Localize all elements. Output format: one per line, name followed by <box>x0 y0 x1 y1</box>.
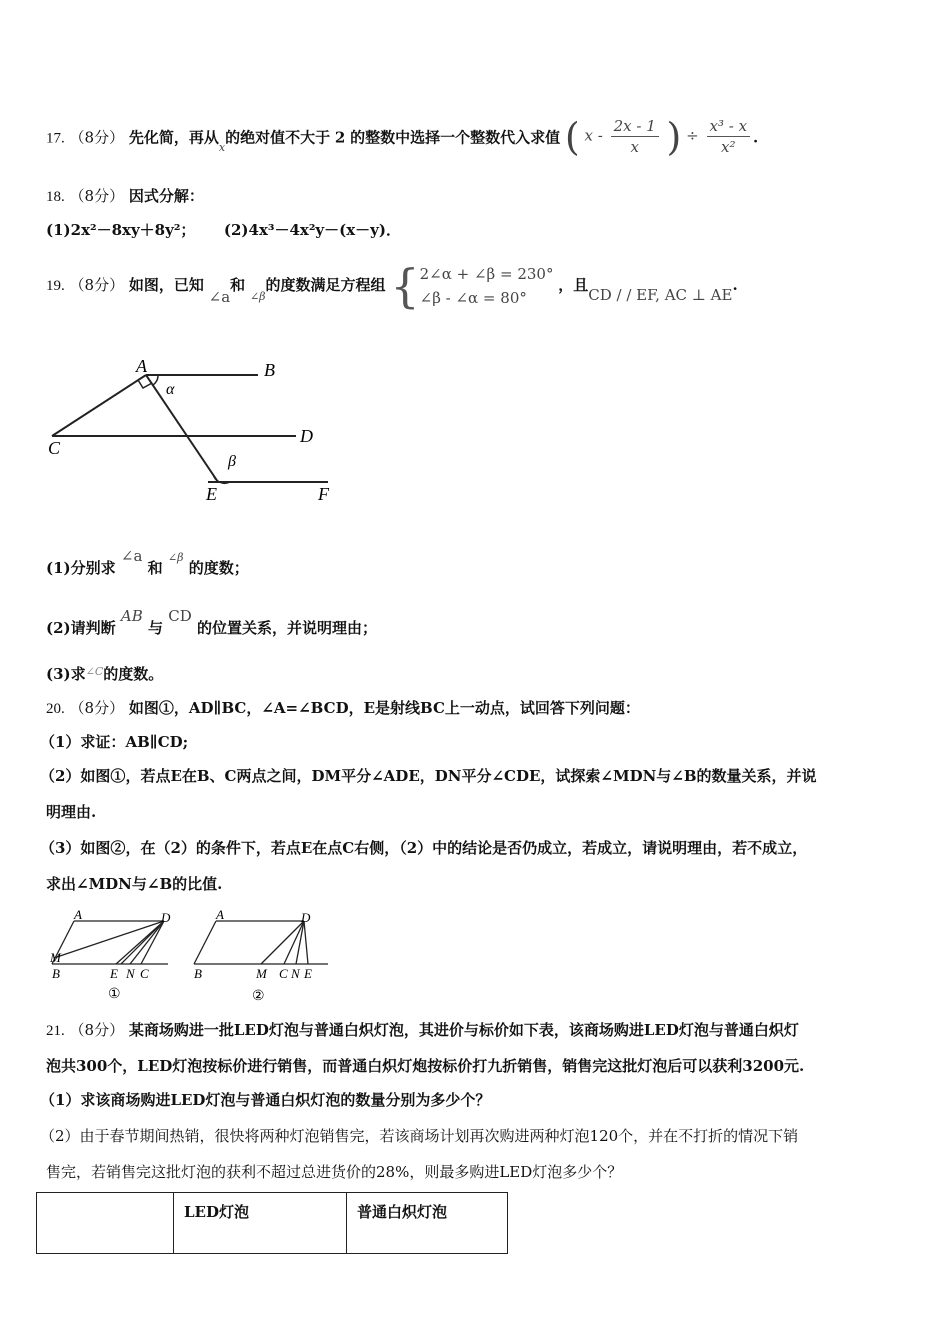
q17-frac2-den: x² <box>721 138 736 156</box>
q20-text: 如图①，AD∥BC，∠A=∠BCD，E是射线BC上一动点，试回答下列问题： <box>128 699 640 717</box>
fig2-label-c: C <box>279 966 288 981</box>
q21-p1: （1）求该商场购进LED灯泡与普通白炽灯泡的数量分别为多少个？ <box>40 1091 491 1109</box>
q19-sub2-ab: AB <box>120 607 143 625</box>
q17-two: 2 <box>334 128 346 147</box>
price-table <box>36 1192 508 1254</box>
q19-condition: CD / / EF, AC ⊥ AE <box>588 286 733 304</box>
q19-sub1-b: 的度数； <box>188 559 249 577</box>
q19-sub3 <box>46 664 163 686</box>
table-header-led: LED灯泡 <box>174 1193 347 1254</box>
q19-text-b: 的度数满足方程组 <box>265 276 386 294</box>
q20-number: 20. <box>46 701 65 717</box>
q21-l2: 泡共300个，LED灯泡按标价进行销售，而普通白炽灯炮按标价打九折销售，销售完这批灯泡后可以获利3200元. <box>46 1057 805 1075</box>
fig2-caption: ② <box>252 989 265 1004</box>
q18-score: （8分） <box>69 187 125 205</box>
fig2-label-n: N <box>291 966 300 981</box>
fig1-label-m: M <box>50 950 61 965</box>
q17-text-a: 先化简，再从 <box>128 128 219 147</box>
q19-alpha: ∠a <box>208 288 231 306</box>
line-ac <box>52 375 146 436</box>
right-paren: ) <box>666 114 682 159</box>
q19-sub3-a: (3)求 <box>46 665 86 683</box>
q19-number: 19. <box>46 278 65 294</box>
q17-frac1-num: 2x - 1 <box>611 116 659 137</box>
q20-p3a: （3）如图②，在（2）的条件下，若点E在点C右侧，（2）中的结论是否仍成立，若成立，请说明理由，若不成立， <box>40 839 808 857</box>
q19-figure <box>46 354 346 514</box>
alpha-arc <box>153 375 158 385</box>
q17-number: 17. <box>46 130 65 147</box>
q17-text-c: 的整数中选择一个整数代入求值 <box>350 128 561 147</box>
table-header-blank <box>37 1193 174 1254</box>
q19-sub1-a: (1)分别求 <box>46 559 116 577</box>
fig1-label-a: A <box>74 907 82 922</box>
fig1-label-d: D <box>161 910 171 925</box>
q21-line <box>46 1020 799 1041</box>
q19-sub3-b: 的度数。 <box>103 665 164 683</box>
table-row <box>37 1193 508 1254</box>
q19-eq1: 2∠α + ∠β = 230° <box>419 265 554 283</box>
q21-number: 21. <box>46 1023 65 1039</box>
q18-number: 18. <box>46 189 65 205</box>
q20-line <box>46 698 640 719</box>
q19-eq2: ∠β - ∠α = 80° <box>419 289 527 307</box>
q21-l1: 某商场购进一批LED灯泡与普通白炽灯泡，其进价与标价如下表，该商场购进LED灯泡与普通白炽灯 <box>128 1021 799 1039</box>
q17-fraction-1 <box>611 116 659 157</box>
q18-line <box>46 186 204 207</box>
left-paren: ( <box>564 114 580 159</box>
q21-score: （8分） <box>69 1021 125 1039</box>
fig2-label-e: E <box>304 966 312 981</box>
q19-sub2-with: 与 <box>147 619 163 637</box>
q19-sub1-and: 和 <box>147 559 163 577</box>
fig2-label-d: D <box>301 910 311 925</box>
label-beta: β <box>228 453 236 470</box>
q19-sub2 <box>46 607 377 638</box>
q17-frac1-den: x <box>630 138 639 156</box>
q17-var-x: x <box>218 140 226 154</box>
fig1-label-b: B <box>52 966 60 981</box>
fig1-label-n: N <box>126 966 135 981</box>
table-header-incandescent: 普通白炽灯泡 <box>347 1193 508 1254</box>
q17-end: . <box>753 128 759 147</box>
q19-sub1 <box>46 547 249 580</box>
q19-sub1-beta: ∠β <box>167 551 184 564</box>
q19-sub1-alpha: ∠a <box>120 547 143 565</box>
q18-part2: (2)4x³－4x²y－(x－y)． <box>223 221 401 239</box>
q17-expression <box>565 116 753 157</box>
q17-score: （8分） <box>69 128 125 147</box>
line-ae <box>146 375 218 482</box>
q18-text: 因式分解： <box>128 187 204 205</box>
q19-sub3-c: ∠C <box>85 665 104 678</box>
q19-system <box>420 262 554 310</box>
fig2-label-a: A <box>216 907 224 922</box>
q20-figures <box>46 906 346 1006</box>
q19-text-c: ，且 <box>558 276 589 294</box>
q19-score: （8分） <box>69 276 125 294</box>
q19-and: 和 <box>230 276 246 294</box>
label-d: D <box>300 426 313 446</box>
q19-sub2-b: 的位置关系，并说明理由； <box>196 619 377 637</box>
fig1-label-c: C <box>140 966 149 981</box>
q19-sub2-a: (2)请判断 <box>46 619 116 637</box>
q20-p1: （1）求证：AB∥CD; <box>40 733 189 751</box>
q17-text-b: 的绝对值不大于 <box>225 128 331 147</box>
q17-line <box>46 114 759 159</box>
q17-expr-x: x - <box>584 126 603 145</box>
fig2-label-m: M <box>256 966 267 981</box>
q18-parts <box>46 220 401 240</box>
q19-beta: ∠β <box>249 290 266 303</box>
q21-p2b: 售完，若销售完这批灯泡的获利不超过总进货价的28%，则最多购进LED灯泡多少个？ <box>46 1163 623 1181</box>
q21-p2a: （2）由于春节期间热销，很快将两种灯泡销售完，若该商场计划再次购进两种灯泡120个，并在不打折的情况下销 <box>40 1127 799 1145</box>
label-a: A <box>136 356 147 376</box>
fig1-label-e: E <box>110 966 118 981</box>
label-e: E <box>206 484 217 504</box>
q20-p2b: 明理由. <box>46 803 97 821</box>
label-f: F <box>318 484 329 504</box>
q20-score: （8分） <box>69 699 125 717</box>
fig1-caption: ① <box>108 987 121 1002</box>
q20-p3b: 求出∠MDN与∠B的比值. <box>46 875 223 893</box>
label-alpha: α <box>166 381 175 398</box>
q17-divide-sign: ÷ <box>686 126 699 145</box>
q18-part1: (1)2x²－8xy＋8y²； <box>46 221 196 239</box>
q20-figure-2 <box>194 907 328 1004</box>
q19-sub2-cd: CD <box>168 607 192 625</box>
q17-frac2-num: x³ - x <box>707 116 751 137</box>
q19-text-a: 如图，已知 <box>128 276 204 294</box>
q17-fraction-2 <box>707 116 751 157</box>
q19-line <box>46 259 738 313</box>
fig2-label-b: B <box>194 966 202 981</box>
q20-figure-1 <box>49 907 171 1002</box>
q20-p2a: （2）如图①，若点E在B、C两点之间，DM平分∠ADE，DN平分∠CDE，试探索∠MDN与∠B的数量关系，并说 <box>40 767 817 785</box>
q19-end: . <box>732 276 738 294</box>
label-b: B <box>264 360 275 380</box>
label-c: C <box>48 438 61 458</box>
system-brace: { <box>390 259 420 313</box>
